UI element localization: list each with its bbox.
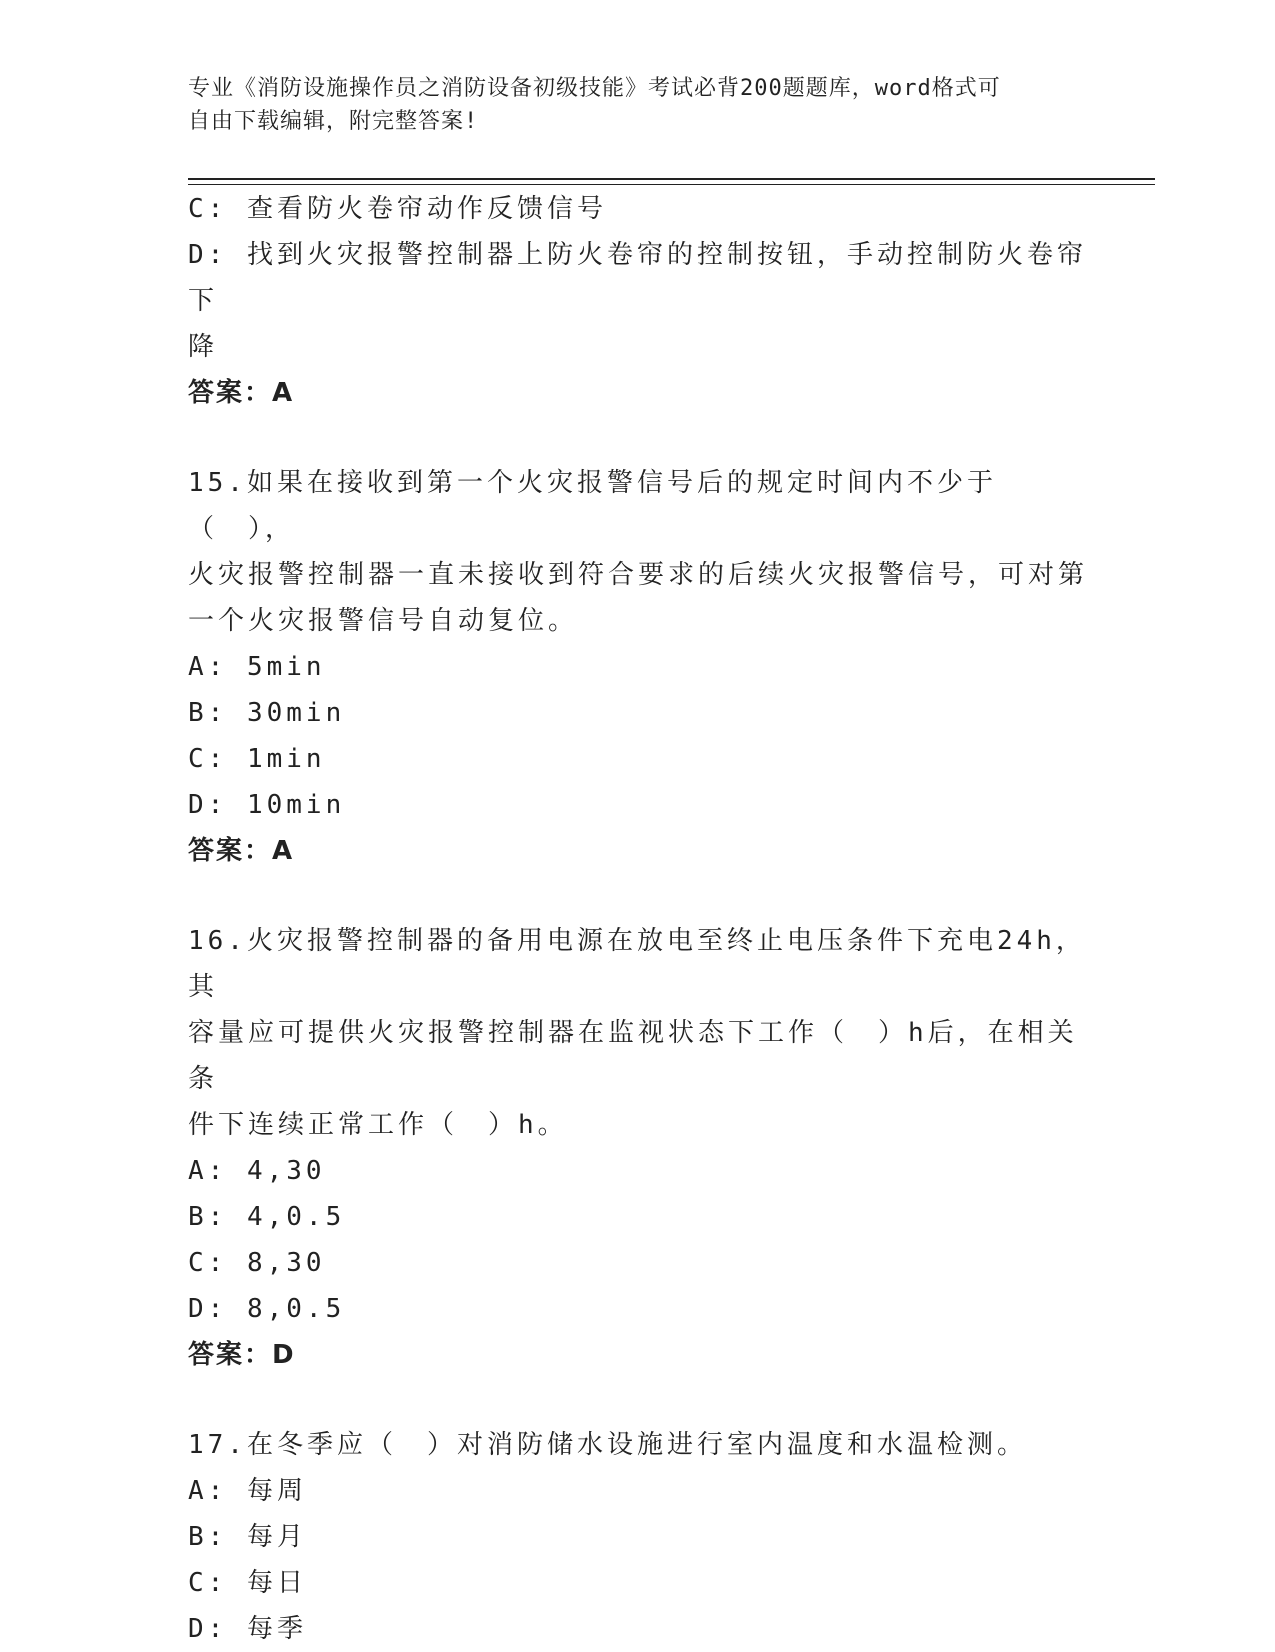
answer-label: 答案：A [188, 836, 295, 866]
option-c: C: 查看防火卷帘动作反馈信号 [188, 194, 607, 224]
option-d: D: 找到火灾报警控制器上防火卷帘的控制按钮，手动控制防火卷帘下 [188, 240, 1087, 316]
question-stem-line-3: 件下连续正常工作（ ）h。 [188, 1110, 568, 1140]
header-line-1: 专业《消防设施操作员之消防设备初级技能》考试必背200题题库，word格式可 [188, 76, 1001, 101]
option-b: B: 4,0.5 [188, 1202, 346, 1232]
answer-label: 答案：A [188, 378, 295, 408]
option-d: D: 10min [188, 790, 346, 820]
question-stem: 15.如果在接收到第一个火灾报警信号后的规定时间内不少于（ ）， [188, 468, 997, 544]
option-d-continued: 降 [188, 332, 219, 362]
document-header [188, 72, 1088, 138]
option-a: A: 每周 [188, 1476, 307, 1506]
question-17 [188, 1422, 1088, 1652]
option-a: A: 5min [188, 652, 326, 682]
answer-label: 答案：D [188, 1340, 296, 1370]
spacer [188, 416, 1088, 460]
option-a: A: 4,30 [188, 1156, 326, 1186]
question-stem: 17.在冬季应（ ）对消防储水设施进行室内温度和水温检测。 [188, 1430, 1027, 1460]
spacer [188, 874, 1088, 918]
option-d: D: 8,0.5 [188, 1294, 346, 1324]
option-c: C: 8,30 [188, 1248, 326, 1278]
option-c: C: 1min [188, 744, 326, 774]
spacer [188, 1378, 1088, 1422]
question-list [188, 186, 1088, 1652]
header-line-2: 自由下载编辑，附完整答案! [188, 109, 479, 134]
question-stem: 16.火灾报警控制器的备用电源在放电至终止电压条件下充电24h，其 [188, 926, 1086, 1002]
option-c: C: 每日 [188, 1568, 307, 1598]
question-16 [188, 918, 1088, 1378]
question-stem-line-2: 火灾报警控制器一直未接收到符合要求的后续火灾报警信号，可对第 [188, 560, 1089, 590]
header-divider-thin [188, 184, 1155, 185]
question-14-tail [188, 186, 1088, 416]
option-b: B: 每月 [188, 1522, 307, 1552]
question-stem-line-2: 容量应可提供火灾报警控制器在监视状态下工作（ ）h后，在相关条 [188, 1018, 1078, 1094]
header-divider-thick [188, 178, 1155, 180]
question-stem-line-3: 一个火灾报警信号自动复位。 [188, 606, 579, 636]
option-d: D: 每季 [188, 1614, 307, 1644]
question-15 [188, 460, 1088, 874]
option-b: B: 30min [188, 698, 346, 728]
